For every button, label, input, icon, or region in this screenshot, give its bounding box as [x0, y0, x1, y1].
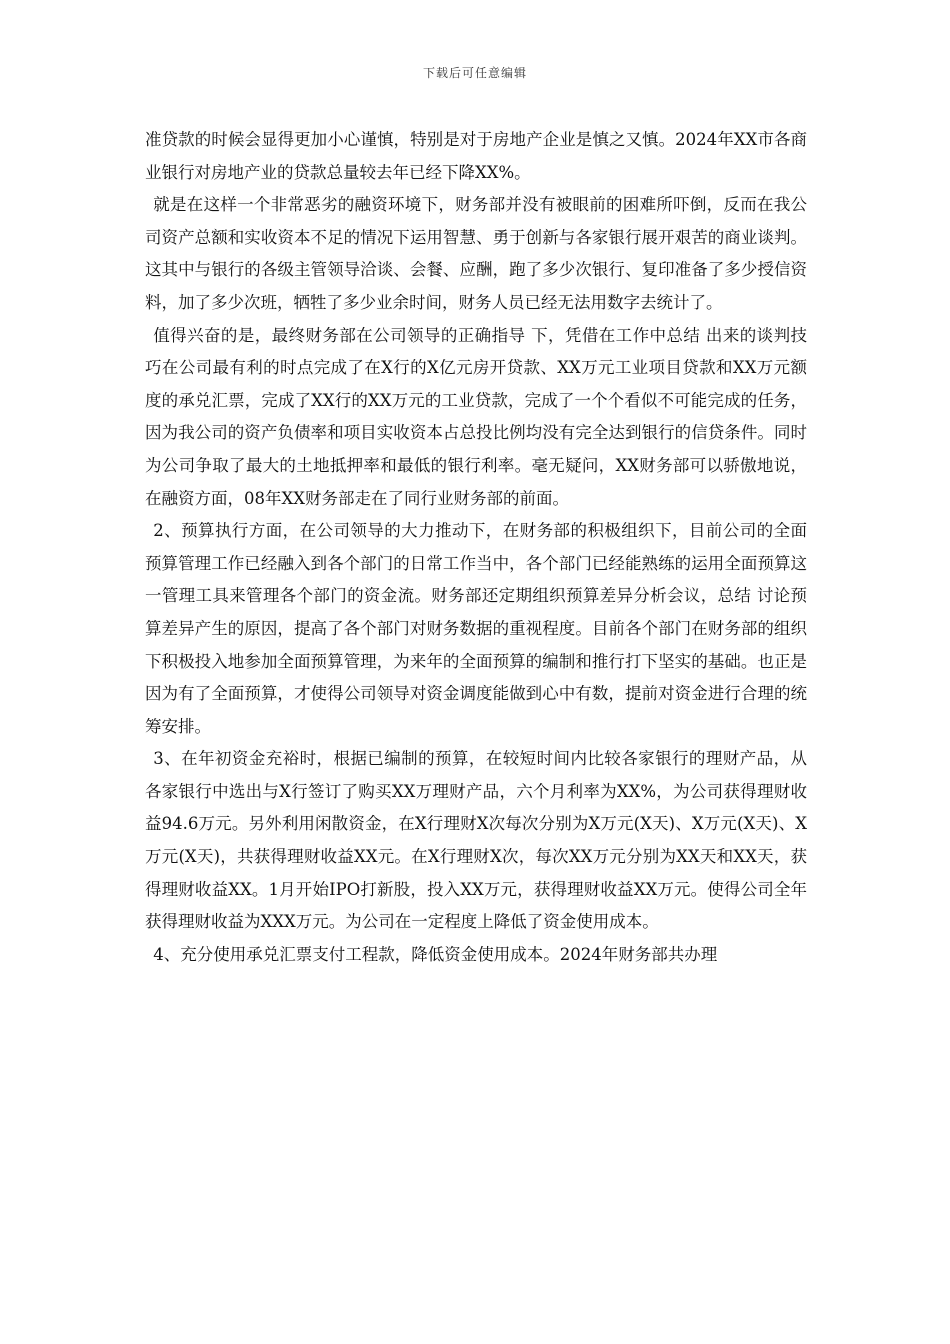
document-body	[145, 124, 807, 971]
paragraph-6: 4、充分使用承兑汇票支付工程款，降低资金使用成本。2024年财务部共办理	[153, 944, 718, 964]
paragraph-5: 3、在年初资金充裕时，根据已编制的预算，在较短时间内比较各家银行的理财产品，从各家银行中选出与X行签订了购买XX万理财产品，六个月利率为XX%，为公司获得理财收益94.6万元。另外利用闲散资金，在X行理财X次每次分别为X万元(X天)、X万元(X天)、X万元(X天)，共获得理财收益XX元。在X行理财X次，每次XX万元分别为XX天和XX天，获得理财收益XX。1月开始IPO打新股，投入XX万元，获得理财收益XX万元。使得公司全年获得理财收益为XXX万元。为公司在一定程度上降低了资金使用成本。	[145, 749, 807, 932]
paragraph-1: 准贷款的时候会显得更加小心谨慎，特别是对于房地产企业是慎之又慎。2024年XX市各商业银行对房地产业的贷款总量较去年已经下降XX%。	[145, 130, 807, 182]
page-header: 下载后可任意编辑	[422, 66, 527, 80]
paragraph-3: 值得兴奋的是，最终财务部在公司领导的正确指导 下，凭借在工作中总结 出来的谈判技巧在公司最有利的时点完成了在X行的X亿元房开贷款、XX万元工业项目贷款和XX万元额度的承兑汇票，完成了XX行的XX万元的工业贷款，完成了一个个看似不可能完成的任务，因为我公司的资产负债率和项目实收资本占总投比例均没有完全达到银行的信贷条件。同时为公司争取了最大的土地抵押率和最低的银行利率。毫无疑问，XX财务部可以骄傲地说，在融资方面，08年XX财务部走在了同行业财务部的前面。	[145, 325, 807, 508]
paragraph-4: 2、预算执行方面，在公司领导的大力推动下，在财务部的积极组织下，目前公司的全面预算管理工作已经融入到各个部门的日常工作当中，各个部门已经能熟练的运用全面预算这一管理工具来管理各个部门的资金流。财务部还定期组织预算差异分析会议，总结 讨论预算差异产生的原因，提高了各个部门对财务数据的重视程度。目前各个部门在财务部的组织下积极投入地参加全面预算管理，为来年的全面预算的编制和推行打下坚实的基础。也正是因为有了全面预算，才使得公司领导对资金调度能做到心中有数，提前对资金进行合理的统筹安排。	[145, 521, 807, 736]
paragraph-2: 就是在这样一个非常恶劣的融资环境下，财务部并没有被眼前的困难所吓倒，反而在我公司资产总额和实收资本不足的情况下运用智慧、勇于创新与各家银行展开艰苦的商业谈判。这其中与银行的各级主管领导洽谈、会餐、应酬，跑了多少次银行、复印准备了多少授信资料，加了多少次班，牺牲了多少业余时间，财务人员已经无法用数字去统计了。	[145, 195, 807, 312]
